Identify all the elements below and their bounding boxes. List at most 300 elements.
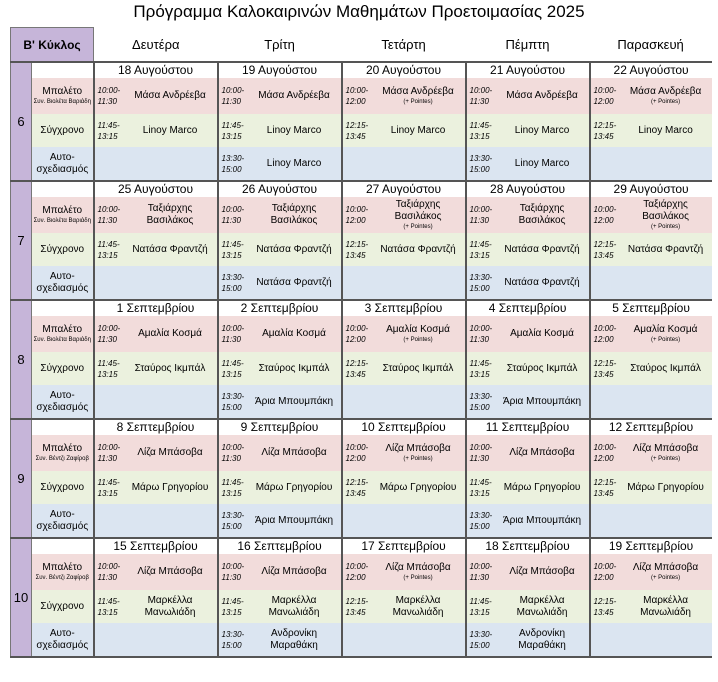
- time-start: 10:00-: [345, 562, 369, 571]
- pointes-note: (+ Pointes): [650, 99, 681, 105]
- teacher-cell: [620, 504, 712, 538]
- time-end: 12:00: [345, 454, 366, 463]
- time-end: 13:15: [221, 131, 242, 141]
- class-label: [32, 590, 94, 623]
- class-name: Μπαλέτο: [42, 85, 83, 97]
- date-label: 22 Αυγούστου: [590, 62, 712, 78]
- time-end: 11:30: [221, 97, 241, 106]
- pointes-note: (+ Pointes): [403, 575, 433, 581]
- time-end: 13:15: [221, 250, 242, 260]
- time-slot: [466, 147, 496, 181]
- day-header: Τρίτη: [218, 28, 342, 63]
- teacher-name: Λίζα Μπάσοβα: [137, 566, 203, 577]
- time-slot: [466, 554, 496, 590]
- teacher-cell: [372, 623, 466, 657]
- time-end: 11:30: [97, 335, 117, 344]
- time-start: 10:00-: [345, 324, 369, 333]
- teacher-cell: [620, 385, 712, 419]
- class-name: Μπαλέτο: [42, 561, 83, 573]
- date-row-spacer: [32, 181, 94, 197]
- time-slot: [218, 623, 248, 657]
- time-end: 11:30: [469, 335, 489, 344]
- time-slot: [466, 266, 496, 300]
- teacher-name: Μάρω Γρηγορίου: [627, 481, 704, 493]
- time-slot: [466, 504, 496, 538]
- class-name: Αυτο-σχεδιασμός: [36, 270, 89, 294]
- date-label: 1 Σεπτεμβρίου: [94, 300, 218, 316]
- teacher-cell: [372, 352, 466, 385]
- time-start: 10:00-: [469, 562, 493, 571]
- date-row: [11, 62, 712, 78]
- teacher-cell: [496, 435, 590, 471]
- teacher-cell: [620, 266, 712, 300]
- teacher-name: Νατάσα Φραντζή: [627, 243, 704, 255]
- class-row: [11, 435, 712, 471]
- teacher-cell: [248, 316, 342, 352]
- time-end: 12:00: [345, 216, 366, 225]
- class-row: [11, 471, 712, 504]
- time-start: 11:45-: [221, 120, 244, 130]
- time-start: 11:45-: [469, 120, 492, 130]
- time-slot: [342, 316, 372, 352]
- teacher-name: Linoy Marco: [638, 124, 693, 136]
- teacher-name: Ανδρονίκη Μαραθάκη: [518, 627, 566, 651]
- header-row: [11, 28, 712, 63]
- teacher-name: Μαρκέλλα Μανωλιάδη: [392, 594, 444, 618]
- date-row-spacer: [32, 300, 94, 316]
- time-slot: [342, 78, 372, 114]
- class-label: [32, 114, 94, 147]
- time-start: 12:15-: [593, 477, 617, 487]
- time-start: 12:15-: [345, 120, 369, 130]
- time-slot: [94, 623, 124, 657]
- teacher-name: Μαρκέλλα Μανωλιάδη: [516, 594, 568, 618]
- date-label: 25 Αυγούστου: [94, 181, 218, 197]
- time-start: 11:45-: [97, 358, 120, 368]
- time-end: 11:30: [469, 216, 489, 225]
- time-end: 13:15: [97, 131, 118, 141]
- date-row: [11, 181, 712, 197]
- date-label: 28 Αυγούστου: [466, 181, 590, 197]
- time-slot: [94, 147, 124, 181]
- date-label: 9 Σεπτεμβρίου: [218, 419, 342, 435]
- time-slot: [94, 435, 124, 471]
- class-name: Μπαλέτο: [42, 442, 83, 454]
- time-slot: [466, 114, 496, 147]
- time-slot: [466, 233, 496, 266]
- time-start: 10:00-: [221, 562, 245, 571]
- teacher-name: Λίζα Μπάσοβα: [509, 566, 575, 577]
- time-slot: [94, 233, 124, 266]
- time-start: 12:15-: [593, 358, 617, 368]
- teacher-cell: [248, 590, 342, 623]
- time-start: 11:45-: [221, 477, 244, 487]
- teacher-name: Άρια Μπουμπάκη: [502, 395, 582, 407]
- date-label: 19 Αυγούστου: [218, 62, 342, 78]
- class-label: [32, 352, 94, 385]
- teacher-name: Λίζα Μπάσοβα: [632, 562, 699, 573]
- time-slot: [94, 504, 124, 538]
- teacher-cell: [248, 471, 342, 504]
- time-slot: [342, 590, 372, 623]
- class-row: [11, 266, 712, 300]
- time-slot: [94, 266, 124, 300]
- time-slot: [590, 114, 620, 147]
- time-end: 13:45: [345, 607, 366, 617]
- time-end: 11:30: [221, 216, 241, 225]
- time-slot: [466, 590, 496, 623]
- teacher-cell: [496, 197, 590, 233]
- week-number: 8: [11, 300, 32, 419]
- time-slot: [94, 197, 124, 233]
- time-end: 11:30: [97, 573, 117, 582]
- time-slot: [590, 197, 620, 233]
- date-row-spacer: [32, 419, 94, 435]
- time-start: 13:30-: [221, 510, 245, 520]
- teacher-name: Μαρκέλλα Μανωλιάδη: [144, 594, 196, 618]
- class-label: [32, 554, 94, 590]
- time-start: 12:15-: [345, 596, 369, 606]
- time-end: 15:00: [469, 402, 490, 412]
- time-slot: [342, 266, 372, 300]
- time-start: 13:30-: [221, 153, 245, 163]
- date-label: 17 Σεπτεμβρίου: [342, 538, 466, 554]
- time-start: 10:00-: [97, 86, 121, 95]
- class-label: [32, 266, 94, 300]
- time-start: 11:45-: [97, 477, 120, 487]
- time-start: 10:00-: [345, 443, 369, 452]
- date-label: 18 Σεπτεμβρίου: [466, 538, 590, 554]
- class-row: [11, 147, 712, 181]
- teacher-cell: [124, 233, 218, 266]
- time-slot: [466, 385, 496, 419]
- teacher-name: Linoy Marco: [514, 124, 570, 136]
- time-start: 12:15-: [345, 477, 369, 487]
- teacher-cell: [620, 233, 712, 266]
- time-slot: [342, 471, 372, 504]
- time-slot: [590, 471, 620, 504]
- time-start: 10:00-: [97, 562, 121, 571]
- time-end: 13:45: [345, 250, 366, 260]
- date-label: 12 Σεπτεμβρίου: [590, 419, 712, 435]
- class-label: [32, 233, 94, 266]
- teacher-cell: [372, 504, 466, 538]
- date-label: 26 Αυγούστου: [218, 181, 342, 197]
- week-number: 6: [11, 62, 32, 181]
- time-end: 11:30: [469, 97, 489, 106]
- teacher-cell: [248, 147, 342, 181]
- teacher-name: Linoy Marco: [266, 124, 322, 136]
- time-slot: [342, 114, 372, 147]
- teacher-name: Μαρκέλλα Μανωλιάδη: [268, 594, 320, 618]
- teacher-name: Λίζα Μπάσοβα: [137, 447, 203, 458]
- time-slot: [94, 554, 124, 590]
- teacher-name: Αμαλία Κοσμά: [386, 324, 450, 335]
- class-accompanist: Συν. Βέντζι Ζαφίροβ: [35, 455, 89, 462]
- teacher-name: Μάρω Γρηγορίου: [379, 481, 457, 493]
- time-slot: [218, 385, 248, 419]
- time-start: 13:30-: [469, 153, 493, 163]
- time-start: 10:00-: [97, 205, 121, 214]
- class-label: [32, 78, 94, 114]
- time-slot: [342, 147, 372, 181]
- time-slot: [590, 623, 620, 657]
- time-end: 13:15: [221, 369, 242, 379]
- time-slot: [590, 590, 620, 623]
- teacher-cell: [124, 590, 218, 623]
- day-header: Παρασκευή: [590, 28, 712, 63]
- teacher-name: Ταξιάρχης Βασιλάκος: [270, 203, 318, 226]
- time-start: 11:45-: [469, 358, 492, 368]
- teacher-cell: [372, 316, 466, 352]
- teacher-cell: [496, 266, 590, 300]
- time-end: 15:00: [221, 521, 242, 531]
- time-start: 10:00-: [97, 324, 121, 333]
- teacher-cell: [620, 590, 712, 623]
- class-row: [11, 316, 712, 352]
- time-end: 15:00: [469, 521, 490, 531]
- teacher-name: Νατάσα Φραντζή: [504, 243, 580, 255]
- teacher-name: Αμαλία Κοσμά: [633, 324, 698, 335]
- schedule-table: [10, 27, 712, 658]
- teacher-cell: [372, 197, 466, 233]
- time-slot: [218, 233, 248, 266]
- teacher-cell: [372, 554, 466, 590]
- teacher-name: Ταξιάρχης Βασιλάκος: [642, 199, 689, 222]
- teacher-name: Νατάσα Φραντζή: [504, 276, 580, 288]
- time-start: 13:30-: [221, 391, 245, 401]
- time-end: 13:15: [469, 488, 490, 498]
- time-start: 10:00-: [221, 443, 245, 452]
- time-end: 12:00: [593, 573, 614, 582]
- teacher-name: Σταύρος Ικμπάλ: [630, 362, 701, 374]
- time-end: 13:15: [469, 131, 490, 141]
- time-start: 13:30-: [469, 272, 493, 282]
- time-end: 15:00: [469, 640, 490, 650]
- date-label: 8 Σεπτεμβρίου: [94, 419, 218, 435]
- teacher-name: Σταύρος Ικμπάλ: [506, 362, 578, 374]
- time-slot: [218, 554, 248, 590]
- teacher-cell: [124, 197, 218, 233]
- date-label: 18 Αυγούστου: [94, 62, 218, 78]
- time-end: 12:00: [345, 335, 366, 344]
- time-start: 13:30-: [469, 629, 493, 639]
- time-slot: [466, 197, 496, 233]
- class-name: Αυτο-σχεδιασμός: [36, 151, 89, 175]
- class-name: Αυτο-σχεδιασμός: [36, 389, 89, 413]
- time-start: 12:15-: [345, 239, 369, 249]
- date-label: 2 Σεπτεμβρίου: [218, 300, 342, 316]
- time-end: 12:00: [345, 573, 366, 582]
- class-name: Σύγχρονο: [40, 481, 85, 493]
- class-label: [32, 316, 94, 352]
- time-slot: [590, 147, 620, 181]
- date-label: 29 Αυγούστου: [590, 181, 712, 197]
- time-slot: [218, 590, 248, 623]
- time-slot: [466, 78, 496, 114]
- day-header: Δευτέρα: [94, 28, 218, 63]
- teacher-cell: [248, 266, 342, 300]
- time-start: 10:00-: [221, 205, 245, 214]
- class-row: [11, 590, 712, 623]
- time-slot: [342, 504, 372, 538]
- time-end: 11:30: [221, 454, 241, 463]
- time-slot: [590, 233, 620, 266]
- time-end: 11:30: [221, 335, 241, 344]
- teacher-cell: [620, 316, 712, 352]
- teacher-name: Λίζα Μπάσοβα: [632, 443, 699, 454]
- time-slot: [342, 554, 372, 590]
- time-end: 13:15: [97, 488, 118, 498]
- date-label: 3 Σεπτεμβρίου: [342, 300, 466, 316]
- teacher-cell: [620, 147, 712, 181]
- class-label: [32, 471, 94, 504]
- time-start: 10:00-: [593, 205, 617, 214]
- time-start: 11:45-: [97, 239, 120, 249]
- teacher-name: Ταξιάρχης Βασιλάκος: [146, 203, 194, 226]
- time-slot: [342, 623, 372, 657]
- time-slot: [94, 385, 124, 419]
- teacher-cell: [124, 78, 218, 114]
- time-end: 13:45: [593, 369, 614, 379]
- cycle-label: Β' Κύκλος: [11, 28, 94, 63]
- time-start: 11:45-: [221, 596, 244, 606]
- time-end: 11:30: [469, 573, 489, 582]
- time-end: 13:15: [97, 607, 118, 617]
- time-slot: [218, 147, 248, 181]
- time-slot: [94, 590, 124, 623]
- teacher-cell: [248, 233, 342, 266]
- class-label: [32, 504, 94, 538]
- time-start: 11:45-: [97, 596, 120, 606]
- teacher-cell: [124, 623, 218, 657]
- time-slot: [218, 504, 248, 538]
- teacher-name: Linoy Marco: [266, 157, 322, 169]
- teacher-cell: [496, 385, 590, 419]
- teacher-cell: [248, 197, 342, 233]
- time-start: 10:00-: [469, 205, 493, 214]
- teacher-cell: [496, 114, 590, 147]
- time-end: 13:15: [221, 488, 242, 498]
- date-label: 19 Σεπτεμβρίου: [590, 538, 712, 554]
- time-end: 13:15: [97, 250, 118, 260]
- time-slot: [590, 554, 620, 590]
- time-slot: [94, 114, 124, 147]
- week-number: 10: [11, 538, 32, 657]
- time-end: 12:00: [345, 97, 366, 106]
- date-label: 27 Αυγούστου: [342, 181, 466, 197]
- teacher-cell: [496, 471, 590, 504]
- time-end: 12:00: [593, 454, 614, 463]
- time-slot: [466, 352, 496, 385]
- time-end: 13:45: [345, 488, 366, 498]
- time-slot: [218, 471, 248, 504]
- time-start: 10:00-: [469, 324, 493, 333]
- class-accompanist: Συν. Βιολέτα Βαριάδη: [33, 98, 91, 105]
- teacher-name: Αμαλία Κοσμά: [510, 328, 574, 339]
- teacher-cell: [496, 316, 590, 352]
- time-slot: [466, 435, 496, 471]
- time-start: 12:15-: [593, 120, 617, 130]
- class-name: Μπαλέτο: [42, 323, 83, 335]
- class-row: [11, 352, 712, 385]
- time-slot: [218, 78, 248, 114]
- pointes-note: (+ Pointes): [403, 337, 433, 343]
- teacher-cell: [248, 78, 342, 114]
- teacher-cell: [124, 554, 218, 590]
- teacher-cell: [248, 623, 342, 657]
- teacher-name: Linoy Marco: [514, 157, 570, 169]
- time-slot: [94, 352, 124, 385]
- teacher-name: Νατάσα Φραντζή: [256, 276, 332, 288]
- teacher-name: Λίζα Μπάσοβα: [385, 562, 451, 573]
- teacher-cell: [372, 590, 466, 623]
- date-label: 10 Σεπτεμβρίου: [342, 419, 466, 435]
- teacher-name: Λίζα Μπάσοβα: [509, 447, 575, 458]
- teacher-name: Linoy Marco: [390, 124, 446, 136]
- time-start: 13:30-: [469, 510, 493, 520]
- time-end: 12:00: [593, 97, 614, 106]
- time-slot: [466, 316, 496, 352]
- time-slot: [590, 266, 620, 300]
- pointes-note: (+ Pointes): [650, 575, 681, 581]
- teacher-cell: [496, 78, 590, 114]
- teacher-cell: [620, 554, 712, 590]
- teacher-name: Αμαλία Κοσμά: [138, 328, 202, 339]
- teacher-name: Σταύρος Ικμπάλ: [382, 362, 454, 374]
- teacher-name: Ανδρονίκη Μαραθάκη: [270, 627, 318, 651]
- teacher-cell: [496, 233, 590, 266]
- time-start: 12:15-: [593, 239, 617, 249]
- day-header: Πέμπτη: [466, 28, 590, 63]
- time-slot: [218, 266, 248, 300]
- time-slot: [590, 504, 620, 538]
- pointes-note: (+ Pointes): [650, 456, 681, 462]
- pointes-note: (+ Pointes): [650, 224, 681, 230]
- time-end: 11:30: [97, 216, 117, 225]
- teacher-name: Μάσα Ανδρέεβα: [134, 90, 206, 101]
- pointes-note: (+ Pointes): [650, 337, 681, 343]
- time-end: 15:00: [221, 164, 242, 174]
- teacher-name: Μάσα Ανδρέεβα: [629, 86, 702, 97]
- time-end: 15:00: [221, 640, 242, 650]
- time-start: 11:45-: [221, 358, 244, 368]
- class-row: [11, 233, 712, 266]
- time-slot: [590, 78, 620, 114]
- class-row: [11, 78, 712, 114]
- class-row: [11, 197, 712, 233]
- teacher-cell: [124, 114, 218, 147]
- teacher-cell: [372, 233, 466, 266]
- time-end: 13:45: [345, 131, 366, 141]
- teacher-name: Μάρω Γρηγορίου: [131, 481, 209, 493]
- time-start: 10:00-: [593, 443, 617, 452]
- teacher-cell: [372, 114, 466, 147]
- time-slot: [590, 316, 620, 352]
- teacher-cell: [620, 471, 712, 504]
- time-slot: [218, 316, 248, 352]
- time-start: 10:00-: [593, 324, 617, 333]
- teacher-cell: [124, 471, 218, 504]
- pointes-note: (+ Pointes): [403, 456, 433, 462]
- teacher-cell: [248, 435, 342, 471]
- date-label: 5 Σεπτεμβρίου: [590, 300, 712, 316]
- time-slot: [590, 435, 620, 471]
- teacher-name: Μάρω Γρηγορίου: [503, 481, 581, 493]
- time-slot: [218, 435, 248, 471]
- time-start: 11:45-: [469, 477, 492, 487]
- teacher-cell: [124, 435, 218, 471]
